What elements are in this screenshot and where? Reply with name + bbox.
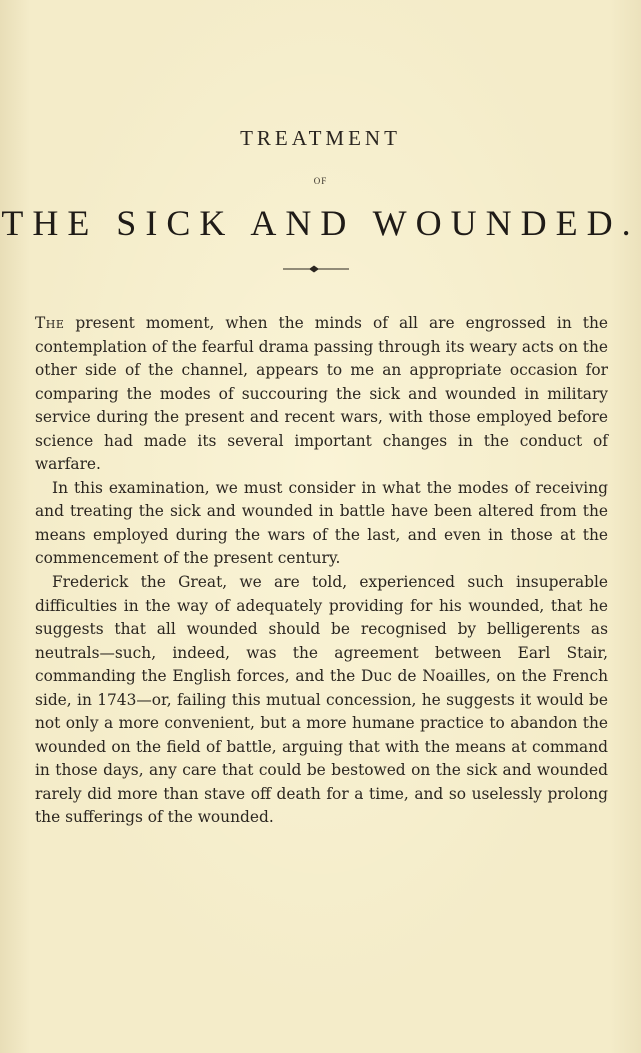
paragraph-1	[35, 312, 608, 477]
page-subtitle: THE SICK AND WOUNDED.	[1, 203, 640, 243]
paragraph-2: In this examination, we must consider in what the modes of receiving and treating the sick and wounded in battle have been altered from the means employed during the wars of the last, and even in those at the commencement of the present century.	[35, 478, 608, 568]
paragraph-lead-word: The	[35, 314, 65, 332]
title-connector: OF	[313, 176, 328, 186]
paragraph-1-text: present moment, when the minds of all are engrossed in the contemplation of the fearful drama passing through its weary acts on the other side of the channel, appears to me an appropriate occasion for comparing the modes of succouring the sick and wounded in military service during the present and recent wars, with those employed before science had made its several important changes in the conduct of warfare.	[35, 314, 608, 474]
paragraph-3: Frederick the Great, we are told, experienced such insuperable difficulties in the way of adequately providing for his wounded, that he suggests that all wounded should be recognised by belligerents as neutrals—such, indeed, was the agreement between Earl Stair, commanding the English forces, and the Duc de Noailles, on the French side, in 1743—or, failing this mutual concession, he suggests it would be not only a more convenient, but a more humane practice to abandon the wounded on the field of battle, arguing that with the means at command in those days, any care that could be bestowed on the sick and wounded rarely did more than stave off death for a time, and so uselessly prolong the sufferings of the wounded.	[35, 573, 608, 827]
rule-diamond-ornament-icon	[283, 262, 349, 276]
body-text	[35, 312, 608, 830]
page-title: TREATMENT	[240, 126, 401, 150]
